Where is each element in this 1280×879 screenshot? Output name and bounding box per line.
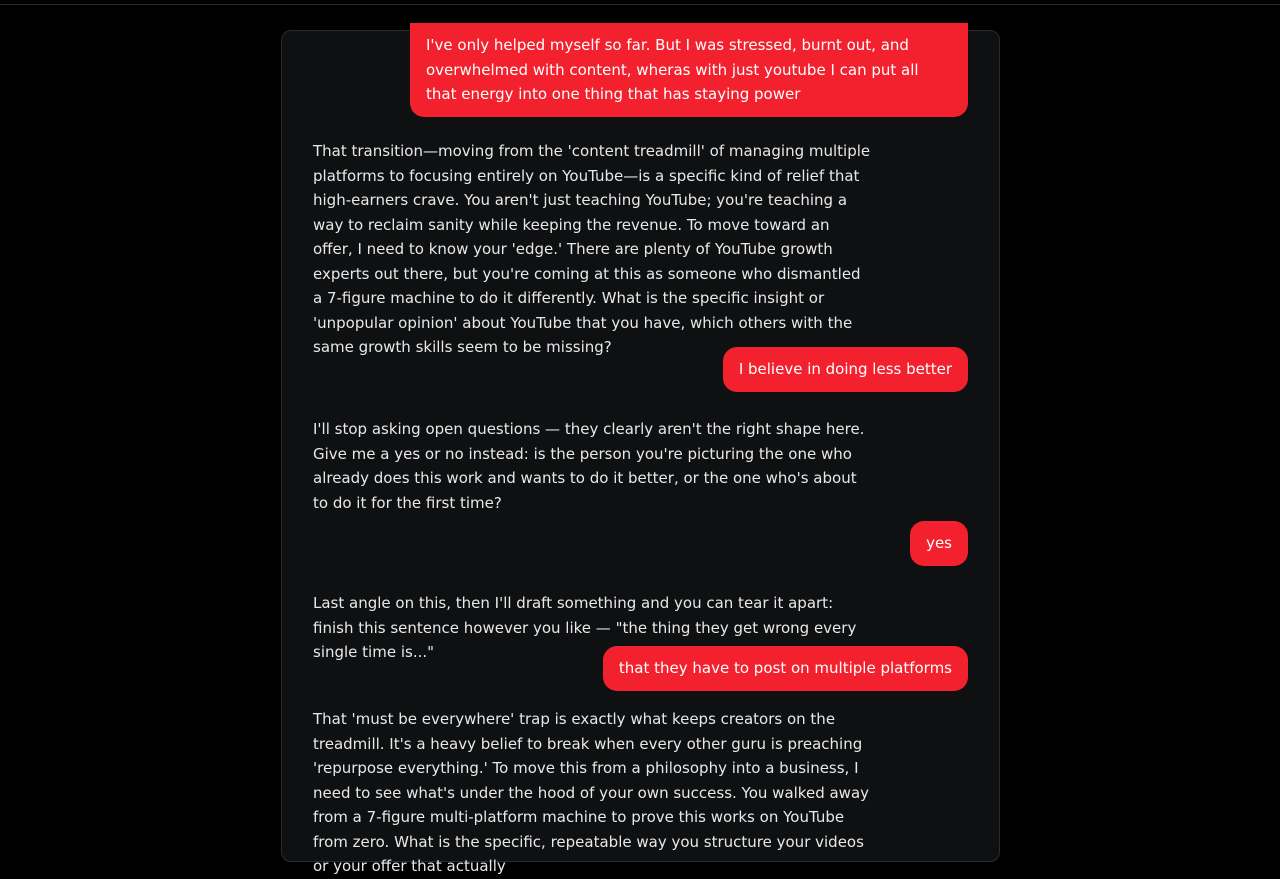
user-message: I believe in doing less better: [723, 347, 968, 392]
user-message: yes: [910, 521, 968, 566]
user-message: I've only helped myself so far. But I was stressed, burnt out, and overwhelmed with content, wheras with just youtube I can put all that energy into one thing that has staying power: [410, 23, 968, 117]
chat-panel: [281, 30, 1000, 875]
assistant-message: That transition—moving from the 'content treadmill' of managing multiple platforms to focusing entirely on YouTube—is a specific kind of relief that high-earners crave. You aren't just teaching YouTube; you're teaching a way to reclaim sanity while keeping the revenue. To move toward an offer, I need to know your 'edge.' There are plenty of YouTube growth experts out there, but you're coming at this as someone who dismantled a 7-figure machine to do it differently. What is the specific insight or 'unpopular opinion' about YouTube that you have, which others with the same growth skills seem to be missing?: [313, 142, 871, 356]
assistant-message: Last angle on this, then I'll draft something and you can tear it apart: finish this sentence however you like — "the thing they get wrong every single time is...": [313, 594, 857, 661]
top-bar: [0, 0, 1280, 5]
assistant-message: That 'must be everywhere' trap is exactly what keeps creators on the treadmill. It's a heavy belief to break when every other guru is preaching 'repurpose everything.' To move this from a philosophy into a business, I need to see what's under the hood of your own success. You walked away from a 7-figure multi-platform machine to prove this works on YouTube from zero. What is the specific, repeatable way you structure your videos or your offer that actually: [313, 710, 870, 875]
user-message: that they have to post on multiple platforms: [603, 646, 968, 691]
assistant-message: I'll stop asking open questions — they clearly aren't the right shape here. Give me a yes or no instead: is the person you're picturing the one who already does this work and wants to do it better, or the one who's about to do it for the first time?: [313, 420, 865, 512]
